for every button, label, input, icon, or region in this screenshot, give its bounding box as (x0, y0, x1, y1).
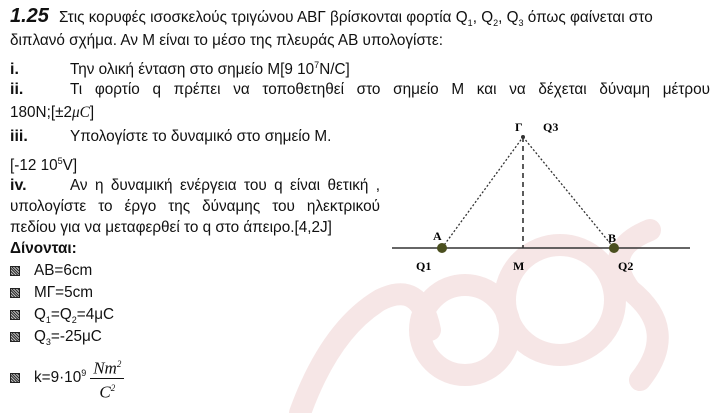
question-iii-answer-exponent: 5 (57, 156, 63, 166)
charge-q2-symbol: Q (481, 9, 494, 26)
given-k-denominator-exponent: 2 (110, 382, 116, 393)
given-q1-symbol: Q (34, 306, 46, 323)
question-iv-line-2: υπολογίστε το έργο της δύναμης του ηλεκτρικού (10, 198, 380, 215)
charge-q3-subscript: 3 (518, 18, 524, 29)
separator: , (498, 9, 507, 26)
question-ii-text-line-2: 180N;[±2 (10, 104, 72, 121)
charge-q1-symbol: Q (455, 9, 468, 26)
label-gamma: Γ (515, 120, 523, 134)
given-q2-symbol: =Q (50, 306, 72, 323)
question-ii-label: ii. (10, 81, 24, 98)
question-ii-text-line-2-end: ] (89, 104, 95, 121)
exercise-number: 1.25 (10, 5, 49, 27)
given-k-numerator-text: Nm (93, 358, 117, 378)
label-q3: Q3 (543, 120, 559, 134)
question-i-unit: N/C] (319, 61, 350, 79)
separator: , (472, 9, 482, 26)
question-iv-label: iv. (10, 177, 27, 194)
given-k-exponent: 9 (81, 368, 87, 378)
vertex-g-point (521, 135, 525, 139)
given-q12-value: =4μC (76, 306, 115, 323)
given-q3-value: =-25μC (50, 328, 102, 345)
question-iv-text-line-1: Αν η δυναμική ενέργεια του q είναι θετική , (70, 177, 380, 194)
label-q2: Q2 (618, 259, 634, 273)
given-q2-subscript: 2 (71, 315, 77, 326)
side-gb (523, 137, 617, 248)
question-iii-answer-unit: V] (62, 157, 78, 175)
intro-text-tail: όπως φαίνεται στο (523, 9, 653, 26)
label-m: M (513, 259, 525, 273)
question-iii-answer-text: [-12 10 (10, 157, 58, 175)
intro-text: Στις κορυφές ισοσκελούς τριγώνου ΑΒΓ βρίσκονται φορτία (58, 9, 452, 26)
given-title: Δίνονται: (10, 240, 77, 257)
charge-q2-subscript: 2 (493, 18, 499, 29)
question-iii-label: iii. (10, 128, 28, 145)
given-q3-symbol: Q (34, 328, 46, 345)
question-iv-line-3: πεδίου για να μεταφερθεί το q στο άπειρο.[4,2J] (10, 219, 332, 236)
given-k-numerator-exponent: 2 (116, 358, 122, 369)
given-k-denominator-text: C (99, 382, 111, 402)
given-q3-subscript: 3 (45, 337, 51, 348)
label-a: A (433, 229, 442, 243)
charge-q1-point (437, 243, 447, 253)
question-iii-text: Υπολογίστε το δυναμικό στο σημείο Μ. (70, 128, 332, 145)
given-q1-subscript: 1 (45, 315, 51, 326)
question-i-text: Την ολική ένταση στο σημείο Μ[9 10 (70, 61, 315, 79)
side-ag (442, 137, 523, 248)
question-ii-micro-unit: μC (71, 104, 90, 121)
intro-line-2: διπλανό σχήμα. Αν Μ είναι το μέσο της πλευράς ΑΒ υπολογίστε: (10, 32, 443, 49)
question-ii-text-line-1: Τι φορτίο q πρέπει να τοποθετηθεί στο σημείο Μ και να δέχεται δύναμη μέτρου (70, 81, 710, 98)
given-k-prefix: k=9·10 (34, 369, 82, 387)
charge-q1-subscript: 1 (467, 18, 473, 29)
given-item-mg-text: ΜΓ=5cm (34, 284, 93, 301)
question-i-label: i. (10, 61, 19, 79)
question-i-exponent: 7 (314, 60, 320, 70)
given-item-ab-text: AB=6cm (34, 262, 93, 279)
charge-q3-symbol: Q (506, 9, 519, 26)
label-b: B (608, 231, 617, 245)
label-q1: Q1 (416, 259, 432, 273)
